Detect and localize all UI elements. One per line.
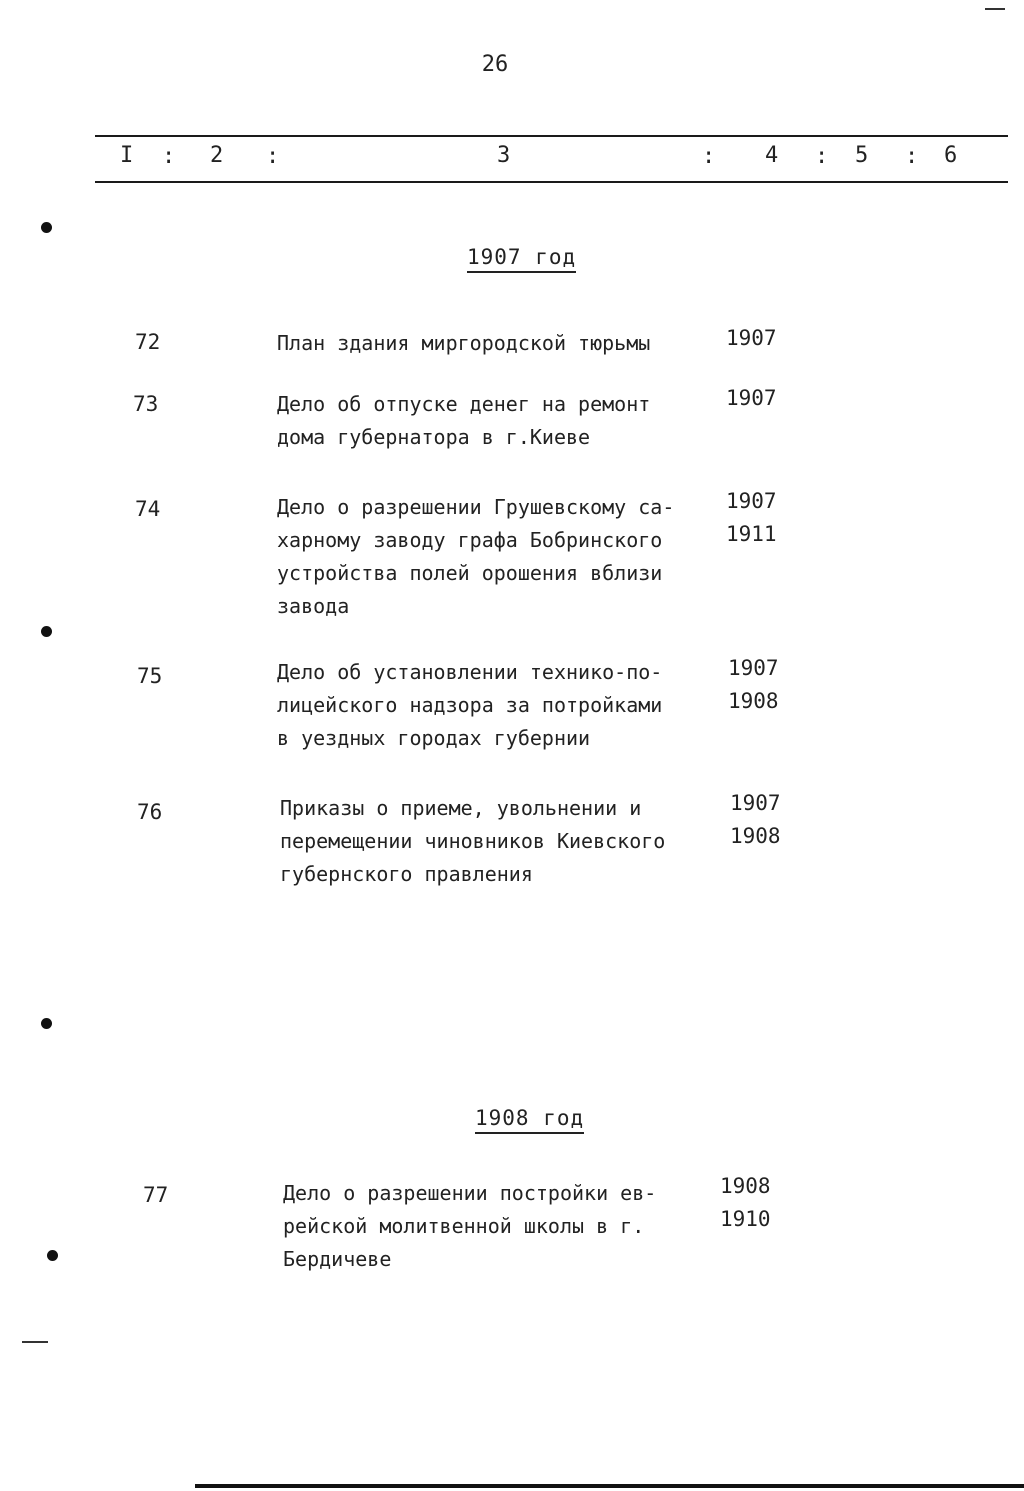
column-5-label: 5 — [855, 143, 869, 168]
entry-number: 73 — [133, 392, 159, 416]
entry-title-line: План здания миргородской тюрьмы — [277, 331, 651, 355]
entry-title-line: завода — [277, 594, 350, 618]
entry-title — [277, 327, 650, 360]
column-separator: : — [266, 144, 280, 169]
entry-title-line: Дело об отпуске денег на ремонт — [277, 392, 651, 416]
header-bottom-rule — [95, 181, 1008, 183]
column-2-label: 2 — [210, 143, 224, 168]
column-separator: : — [702, 144, 716, 169]
entry-number: 72 — [135, 330, 161, 354]
entry-title-line: губернского правления — [280, 862, 533, 886]
section-heading-1908: 1908 год — [475, 1106, 584, 1134]
entry-title-line: Приказы о приеме, увольнении и — [280, 796, 642, 820]
header-top-rule — [95, 135, 1008, 137]
column-separator: : — [815, 144, 829, 169]
entry-title-line: рейской молитвенной школы в г. — [283, 1214, 645, 1238]
entry-title-line: дома губернатора в г.Киеве — [277, 425, 591, 449]
bottom-edge-rule — [195, 1484, 1024, 1488]
column-separator: : — [162, 144, 176, 169]
entry-title-line: Дело о разрешении Грушевскому са- — [277, 495, 675, 519]
entry-years — [726, 485, 777, 551]
entry-year: 1907 — [726, 489, 777, 513]
column-separator: : — [905, 144, 919, 169]
entry-title — [277, 491, 674, 623]
column-6-label: 6 — [944, 143, 958, 168]
entry-number: 75 — [137, 664, 163, 688]
entry-title — [277, 656, 662, 755]
entry-number: 76 — [137, 800, 163, 824]
entry-title-line: перемещении чиновников Киевского — [280, 829, 666, 853]
entry-title — [277, 388, 650, 454]
column-3-label: 3 — [497, 143, 511, 168]
entry-years — [728, 652, 779, 718]
entry-year: 1908 — [720, 1174, 771, 1198]
entry-title — [280, 792, 665, 891]
entry-years — [720, 1170, 771, 1236]
page-number: 26 — [481, 52, 509, 77]
entry-years — [726, 322, 777, 355]
entry-year: 1907 — [726, 326, 777, 350]
section-heading-1907: 1907 год — [467, 245, 576, 273]
entry-years — [730, 787, 781, 853]
entry-title-line: лицейского надзора за потройками — [277, 693, 663, 717]
entry-title — [283, 1177, 656, 1276]
punch-hole — [47, 1250, 58, 1261]
edge-mark — [22, 1341, 48, 1343]
entry-title-line: харному заводу графа Бобринского — [277, 528, 663, 552]
entry-years — [726, 382, 777, 415]
entry-number: 74 — [135, 497, 161, 521]
entry-year: 1908 — [728, 689, 779, 713]
entry-title-line: Бердичеве — [283, 1247, 392, 1271]
edge-mark — [985, 8, 1005, 10]
punch-hole — [41, 626, 52, 637]
entry-year: 1907 — [728, 656, 779, 680]
entry-number: 77 — [143, 1183, 169, 1207]
entry-title-line: Дело о разрешении постройки ев- — [283, 1181, 657, 1205]
entry-year: 1907 — [726, 386, 777, 410]
entry-title-line: устройства полей орошения вблизи — [277, 561, 663, 585]
entry-title-line: в уездных городах губернии — [277, 726, 591, 750]
column-4-label: 4 — [765, 143, 779, 168]
column-1-label: I — [120, 143, 134, 168]
punch-hole — [41, 222, 52, 233]
entry-title-line: Дело об установлении технико-по- — [277, 660, 663, 684]
entry-year: 1910 — [720, 1207, 771, 1231]
punch-hole — [41, 1018, 52, 1029]
entry-year: 1908 — [730, 824, 781, 848]
entry-year: 1907 — [730, 791, 781, 815]
entry-year: 1911 — [726, 522, 777, 546]
